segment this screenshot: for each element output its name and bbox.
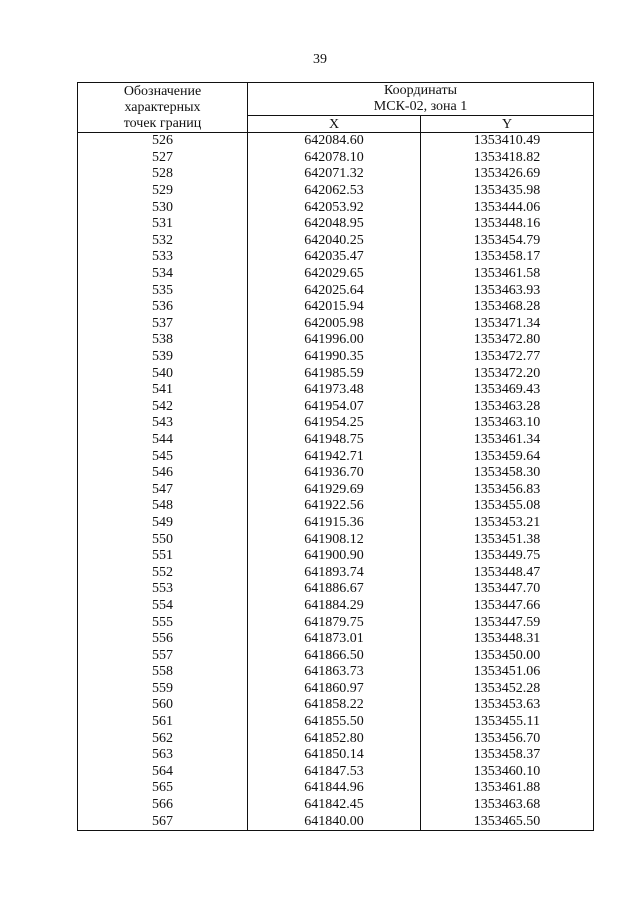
y-coordinate-cell: 1353463.10 — [421, 415, 594, 432]
point-number-cell: 529 — [78, 183, 248, 200]
x-coordinate-cell: 642078.10 — [248, 150, 421, 167]
x-coordinate-cell: 641900.90 — [248, 548, 421, 565]
table-row — [78, 797, 594, 814]
header-coordinates-line: МСК-02, зона 1 — [373, 99, 468, 114]
y-coordinate-cell: 1353463.93 — [421, 282, 594, 299]
y-coordinate-cell: 1353471.34 — [421, 316, 594, 333]
y-coordinate-cell: 1353460.10 — [421, 764, 594, 781]
y-coordinate-cell: 1353453.63 — [421, 697, 594, 714]
x-coordinate-cell: 641842.45 — [248, 797, 421, 814]
x-coordinate-cell: 641922.56 — [248, 498, 421, 515]
x-coordinate-cell: 641873.01 — [248, 631, 421, 648]
x-coordinate-cell: 641954.07 — [248, 399, 421, 416]
table-row — [78, 764, 594, 781]
table-row — [78, 647, 594, 664]
point-number-cell: 545 — [78, 448, 248, 465]
point-number-cell: 533 — [78, 249, 248, 266]
x-coordinate-cell: 641893.74 — [248, 564, 421, 581]
point-number-cell: 566 — [78, 797, 248, 814]
point-number-cell: 565 — [78, 780, 248, 797]
point-number-cell: 546 — [78, 465, 248, 482]
point-number-cell: 547 — [78, 481, 248, 498]
table-row — [78, 548, 594, 565]
table-row — [78, 415, 594, 432]
point-number-cell: 527 — [78, 150, 248, 167]
y-coordinate-cell: 1353463.68 — [421, 797, 594, 814]
header-designation-line: характерных — [124, 99, 201, 115]
table-row — [78, 631, 594, 648]
x-coordinate-cell: 641866.50 — [248, 647, 421, 664]
table-row — [78, 681, 594, 698]
x-coordinate-cell: 641858.22 — [248, 697, 421, 714]
table-row — [78, 133, 594, 150]
y-coordinate-cell: 1353456.83 — [421, 481, 594, 498]
x-coordinate-cell: 642040.25 — [248, 233, 421, 250]
y-coordinate-cell: 1353456.70 — [421, 730, 594, 747]
point-number-cell: 532 — [78, 233, 248, 250]
point-number-cell: 538 — [78, 332, 248, 349]
table-row — [78, 498, 594, 515]
y-coordinate-cell: 1353452.28 — [421, 681, 594, 698]
table-row — [78, 564, 594, 581]
y-coordinate-cell: 1353426.69 — [421, 166, 594, 183]
page-number: 39 — [313, 52, 327, 67]
table-row — [78, 813, 594, 830]
point-number-cell: 536 — [78, 299, 248, 316]
y-coordinate-cell: 1353447.59 — [421, 614, 594, 631]
y-coordinate-cell: 1353461.88 — [421, 780, 594, 797]
table-row — [78, 382, 594, 399]
y-coordinate-cell: 1353448.31 — [421, 631, 594, 648]
table-row — [78, 664, 594, 681]
point-number-cell: 564 — [78, 764, 248, 781]
table-row — [78, 166, 594, 183]
y-coordinate-cell: 1353447.70 — [421, 581, 594, 598]
x-coordinate-cell: 641996.00 — [248, 332, 421, 349]
x-coordinate-cell: 642025.64 — [248, 282, 421, 299]
y-coordinate-cell: 1353451.06 — [421, 664, 594, 681]
y-coordinate-cell: 1353472.20 — [421, 365, 594, 382]
y-coordinate-cell: 1353450.00 — [421, 647, 594, 664]
header-coordinates-line: Координаты — [384, 83, 457, 98]
y-coordinate-cell: 1353461.58 — [421, 266, 594, 283]
y-coordinate-cell: 1353458.30 — [421, 465, 594, 482]
table-row — [78, 332, 594, 349]
table-row — [78, 316, 594, 333]
table-row — [78, 249, 594, 266]
y-coordinate-cell: 1353458.37 — [421, 747, 594, 764]
x-coordinate-cell: 642015.94 — [248, 299, 421, 316]
point-number-cell: 528 — [78, 166, 248, 183]
x-coordinate-cell: 642071.32 — [248, 166, 421, 183]
x-coordinate-cell: 642048.95 — [248, 216, 421, 233]
x-coordinate-cell: 642053.92 — [248, 199, 421, 216]
point-number-cell: 552 — [78, 564, 248, 581]
point-number-cell: 551 — [78, 548, 248, 565]
table-row — [78, 481, 594, 498]
point-number-cell: 567 — [78, 813, 248, 830]
table-row — [78, 465, 594, 482]
y-coordinate-cell: 1353468.28 — [421, 299, 594, 316]
x-coordinate-cell: 641855.50 — [248, 714, 421, 731]
y-coordinate-cell: 1353449.75 — [421, 548, 594, 565]
y-coordinate-cell: 1353435.98 — [421, 183, 594, 200]
table-header — [78, 83, 594, 133]
table-row — [78, 730, 594, 747]
point-number-cell: 526 — [78, 133, 248, 150]
table-row — [78, 515, 594, 532]
point-number-cell: 543 — [78, 415, 248, 432]
point-number-cell: 549 — [78, 515, 248, 532]
y-coordinate-cell: 1353455.08 — [421, 498, 594, 515]
y-coordinate-cell: 1353454.79 — [421, 233, 594, 250]
x-coordinate-cell: 641886.67 — [248, 581, 421, 598]
point-number-cell: 559 — [78, 681, 248, 698]
x-coordinate-cell: 642035.47 — [248, 249, 421, 266]
point-number-cell: 542 — [78, 399, 248, 416]
coordinates-table — [77, 82, 594, 831]
point-number-cell: 530 — [78, 199, 248, 216]
point-number-cell: 553 — [78, 581, 248, 598]
header-designation-line: точек границ — [123, 115, 202, 131]
x-coordinate-cell: 641908.12 — [248, 531, 421, 548]
x-coordinate-cell: 641863.73 — [248, 664, 421, 681]
x-coordinate-cell: 641850.14 — [248, 747, 421, 764]
x-coordinate-cell: 641954.25 — [248, 415, 421, 432]
point-number-cell: 534 — [78, 266, 248, 283]
x-coordinate-cell: 641884.29 — [248, 598, 421, 615]
x-coordinate-cell: 642062.53 — [248, 183, 421, 200]
table-row — [78, 598, 594, 615]
point-number-cell: 561 — [78, 714, 248, 731]
x-coordinate-cell: 641929.69 — [248, 481, 421, 498]
table-row — [78, 282, 594, 299]
x-coordinate-cell: 641936.70 — [248, 465, 421, 482]
table-row — [78, 349, 594, 366]
x-coordinate-cell: 641852.80 — [248, 730, 421, 747]
y-coordinate-cell: 1353472.80 — [421, 332, 594, 349]
header-x: X — [248, 116, 421, 133]
point-number-cell: 563 — [78, 747, 248, 764]
table-row — [78, 216, 594, 233]
table-body — [78, 133, 594, 831]
point-number-cell: 535 — [78, 282, 248, 299]
x-coordinate-cell: 641985.59 — [248, 365, 421, 382]
point-number-cell: 557 — [78, 647, 248, 664]
x-coordinate-cell: 641844.96 — [248, 780, 421, 797]
table-row — [78, 581, 594, 598]
table-row — [78, 432, 594, 449]
y-coordinate-cell: 1353455.11 — [421, 714, 594, 731]
table-row — [78, 150, 594, 167]
y-coordinate-cell: 1353444.06 — [421, 199, 594, 216]
header-point-designation — [78, 83, 248, 133]
point-number-cell: 541 — [78, 382, 248, 399]
table-row — [78, 233, 594, 250]
table-row — [78, 780, 594, 797]
x-coordinate-cell: 641942.71 — [248, 448, 421, 465]
y-coordinate-cell: 1353410.49 — [421, 133, 594, 150]
point-number-cell: 537 — [78, 316, 248, 333]
point-number-cell: 555 — [78, 614, 248, 631]
table-row — [78, 747, 594, 764]
table-row — [78, 266, 594, 283]
y-coordinate-cell: 1353469.43 — [421, 382, 594, 399]
x-coordinate-cell: 641879.75 — [248, 614, 421, 631]
point-number-cell: 539 — [78, 349, 248, 366]
header-y: Y — [421, 116, 594, 133]
point-number-cell: 556 — [78, 631, 248, 648]
table-row — [78, 183, 594, 200]
x-coordinate-cell: 641860.97 — [248, 681, 421, 698]
x-coordinate-cell: 641915.36 — [248, 515, 421, 532]
table-row — [78, 697, 594, 714]
x-coordinate-cell: 641973.48 — [248, 382, 421, 399]
x-coordinate-cell: 641847.53 — [248, 764, 421, 781]
table-row — [78, 365, 594, 382]
table-row — [78, 531, 594, 548]
header-coordinates — [248, 83, 594, 116]
y-coordinate-cell: 1353472.77 — [421, 349, 594, 366]
y-coordinate-cell: 1353448.47 — [421, 564, 594, 581]
point-number-cell: 540 — [78, 365, 248, 382]
x-coordinate-cell: 641840.00 — [248, 813, 421, 830]
table-row — [78, 199, 594, 216]
y-coordinate-cell: 1353451.38 — [421, 531, 594, 548]
point-number-cell: 562 — [78, 730, 248, 747]
y-coordinate-cell: 1353458.17 — [421, 249, 594, 266]
header-designation-line: Обозначение — [123, 83, 202, 99]
table-row — [78, 299, 594, 316]
x-coordinate-cell: 641948.75 — [248, 432, 421, 449]
x-coordinate-cell: 642029.65 — [248, 266, 421, 283]
y-coordinate-cell: 1353461.34 — [421, 432, 594, 449]
table-row — [78, 614, 594, 631]
y-coordinate-cell: 1353447.66 — [421, 598, 594, 615]
y-coordinate-cell: 1353453.21 — [421, 515, 594, 532]
x-coordinate-cell: 642005.98 — [248, 316, 421, 333]
point-number-cell: 560 — [78, 697, 248, 714]
table-row — [78, 399, 594, 416]
point-number-cell: 550 — [78, 531, 248, 548]
point-number-cell: 548 — [78, 498, 248, 515]
y-coordinate-cell: 1353463.28 — [421, 399, 594, 416]
x-coordinate-cell: 641990.35 — [248, 349, 421, 366]
y-coordinate-cell: 1353448.16 — [421, 216, 594, 233]
point-number-cell: 558 — [78, 664, 248, 681]
point-number-cell: 544 — [78, 432, 248, 449]
point-number-cell: 554 — [78, 598, 248, 615]
table-row — [78, 448, 594, 465]
x-coordinate-cell: 642084.60 — [248, 133, 421, 150]
table-row — [78, 714, 594, 731]
y-coordinate-cell: 1353418.82 — [421, 150, 594, 167]
y-coordinate-cell: 1353465.50 — [421, 813, 594, 830]
point-number-cell: 531 — [78, 216, 248, 233]
y-coordinate-cell: 1353459.64 — [421, 448, 594, 465]
